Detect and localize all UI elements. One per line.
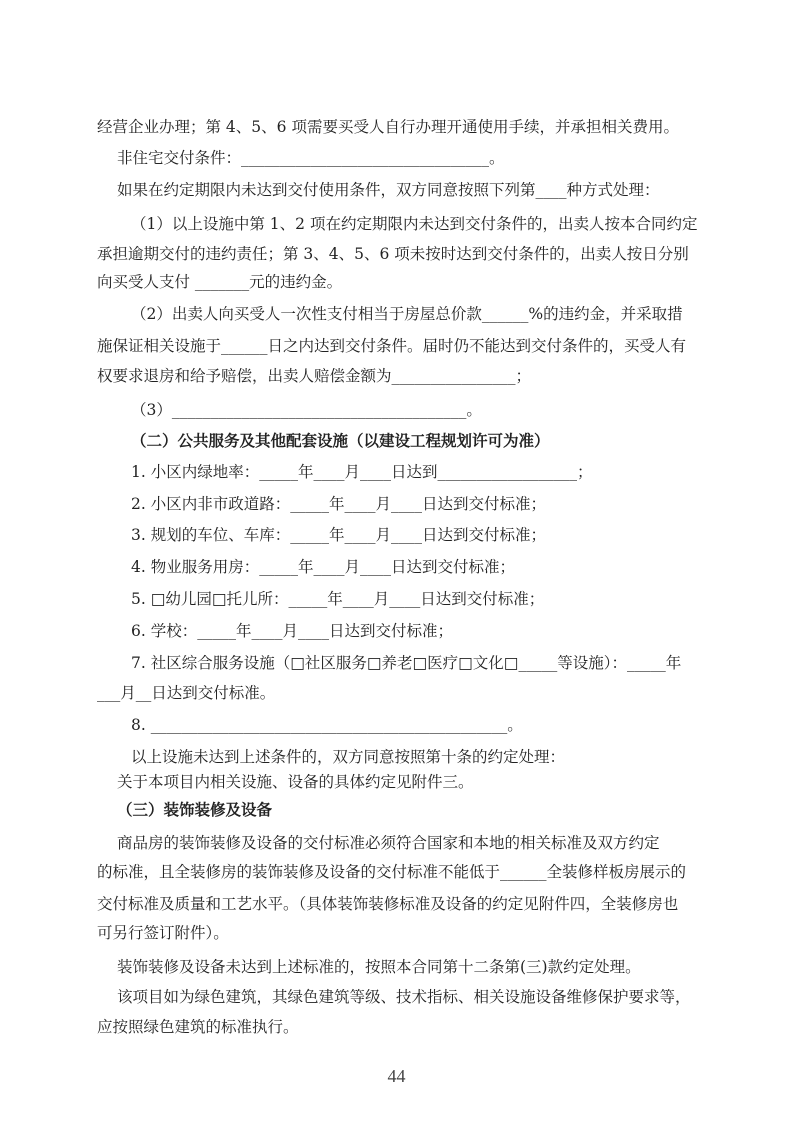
text-line: 向买受人支付 _______元的违约金。 (97, 273, 343, 291)
text-line: 关于本项目内相关设施、设备的具体约定见附件三。 (117, 773, 474, 791)
text-line: 装饰装修及设备未达到上述标准的，按照本合同第十二条第(三)款约定处理。 (117, 958, 641, 976)
text-line: 权要求退房和给予赔偿，出卖人赔偿金额为________________； (97, 367, 532, 385)
text-line: 承担逾期交付的违约责任；第 3、4、5、6 项未按时达到交付条件的，出卖人按日分别 (97, 245, 689, 263)
text-line: 施保证相关设施于______日之内达到交付条件。届时仍不能达到交付条件的，买受人有 (97, 337, 687, 355)
text-line: 可另行签订附件）。 (97, 924, 229, 942)
text-line: 的标准，且全装修房的装饰装修及设备的交付标准不能低于______全装修样板房展示的 (97, 863, 687, 881)
text-line: 以上设施未达到上述条件的，双方同意按照第十条的约定处理： (131, 748, 566, 766)
text-line: 6. 学校：_____年____月____日达到交付标准； (131, 622, 453, 640)
section-heading: （二）公共服务及其他配套设施（以建设工程规划许可为准） (131, 431, 550, 450)
text-line: 该项目如为绿色建筑，其绿色建筑等级、技术指标、相关设施设备维修保护要求等， (117, 988, 691, 1006)
text-line: 非住宅交付条件：________________________________。 (117, 149, 505, 167)
text-line: 2. 小区内非市政道路：_____年____月____日达到交付标准； (131, 495, 546, 513)
text-line: 应按照绿色建筑的标准执行。 (97, 1018, 299, 1036)
text-line: 如果在约定期限内未达到交付使用条件，双方同意按照下列第____种方式处理： (117, 181, 660, 199)
text-line: （2）出卖人向买受人一次性支付相当于房屋总价款______%的违约金，并采取措 (131, 305, 683, 323)
text-line: 8. ______________________________________________。 (131, 716, 523, 734)
text-line: 商品房的装饰装修及设备的交付标准必须符合国家和本地的相关标准及双方约定 (117, 834, 660, 852)
text-line: 7. 社区综合服务设施（□社区服务□养老□医疗□文化□_____等设施）：_____年 (131, 654, 682, 672)
text-line: 经营企业办理；第 4、5、6 项需要买受人自行办理开通使用手续，并承担相关费用。 (97, 118, 679, 136)
text-line: （3）______________________________________。 (131, 401, 482, 419)
section-heading: （三）装饰装修及设备 (117, 800, 273, 819)
text-line: 交付标准及质量和工艺水平。（具体装饰装修标准及设备的约定见附件四，全装修房也 (97, 895, 679, 913)
text-line: ___月__日达到交付标准。 (97, 684, 276, 702)
text-line: 5. □幼儿园□托儿所：_____年____月____日达到交付标准； (131, 590, 545, 608)
text-line: 4. 物业服务用房：_____年____月____日达到交付标准； (131, 558, 515, 576)
text-line: 1. 小区内绿地率：_____年____月____日达到__________________； (131, 463, 593, 481)
text-line: 3. 规划的车位、车库：_____年____月____日达到交付标准； (131, 526, 546, 544)
page-number: 44 (387, 1066, 406, 1086)
text-line: （1）以上设施中第 1、2 项在约定期限内未达到交付条件的，出卖人按本合同约定 (131, 215, 698, 233)
